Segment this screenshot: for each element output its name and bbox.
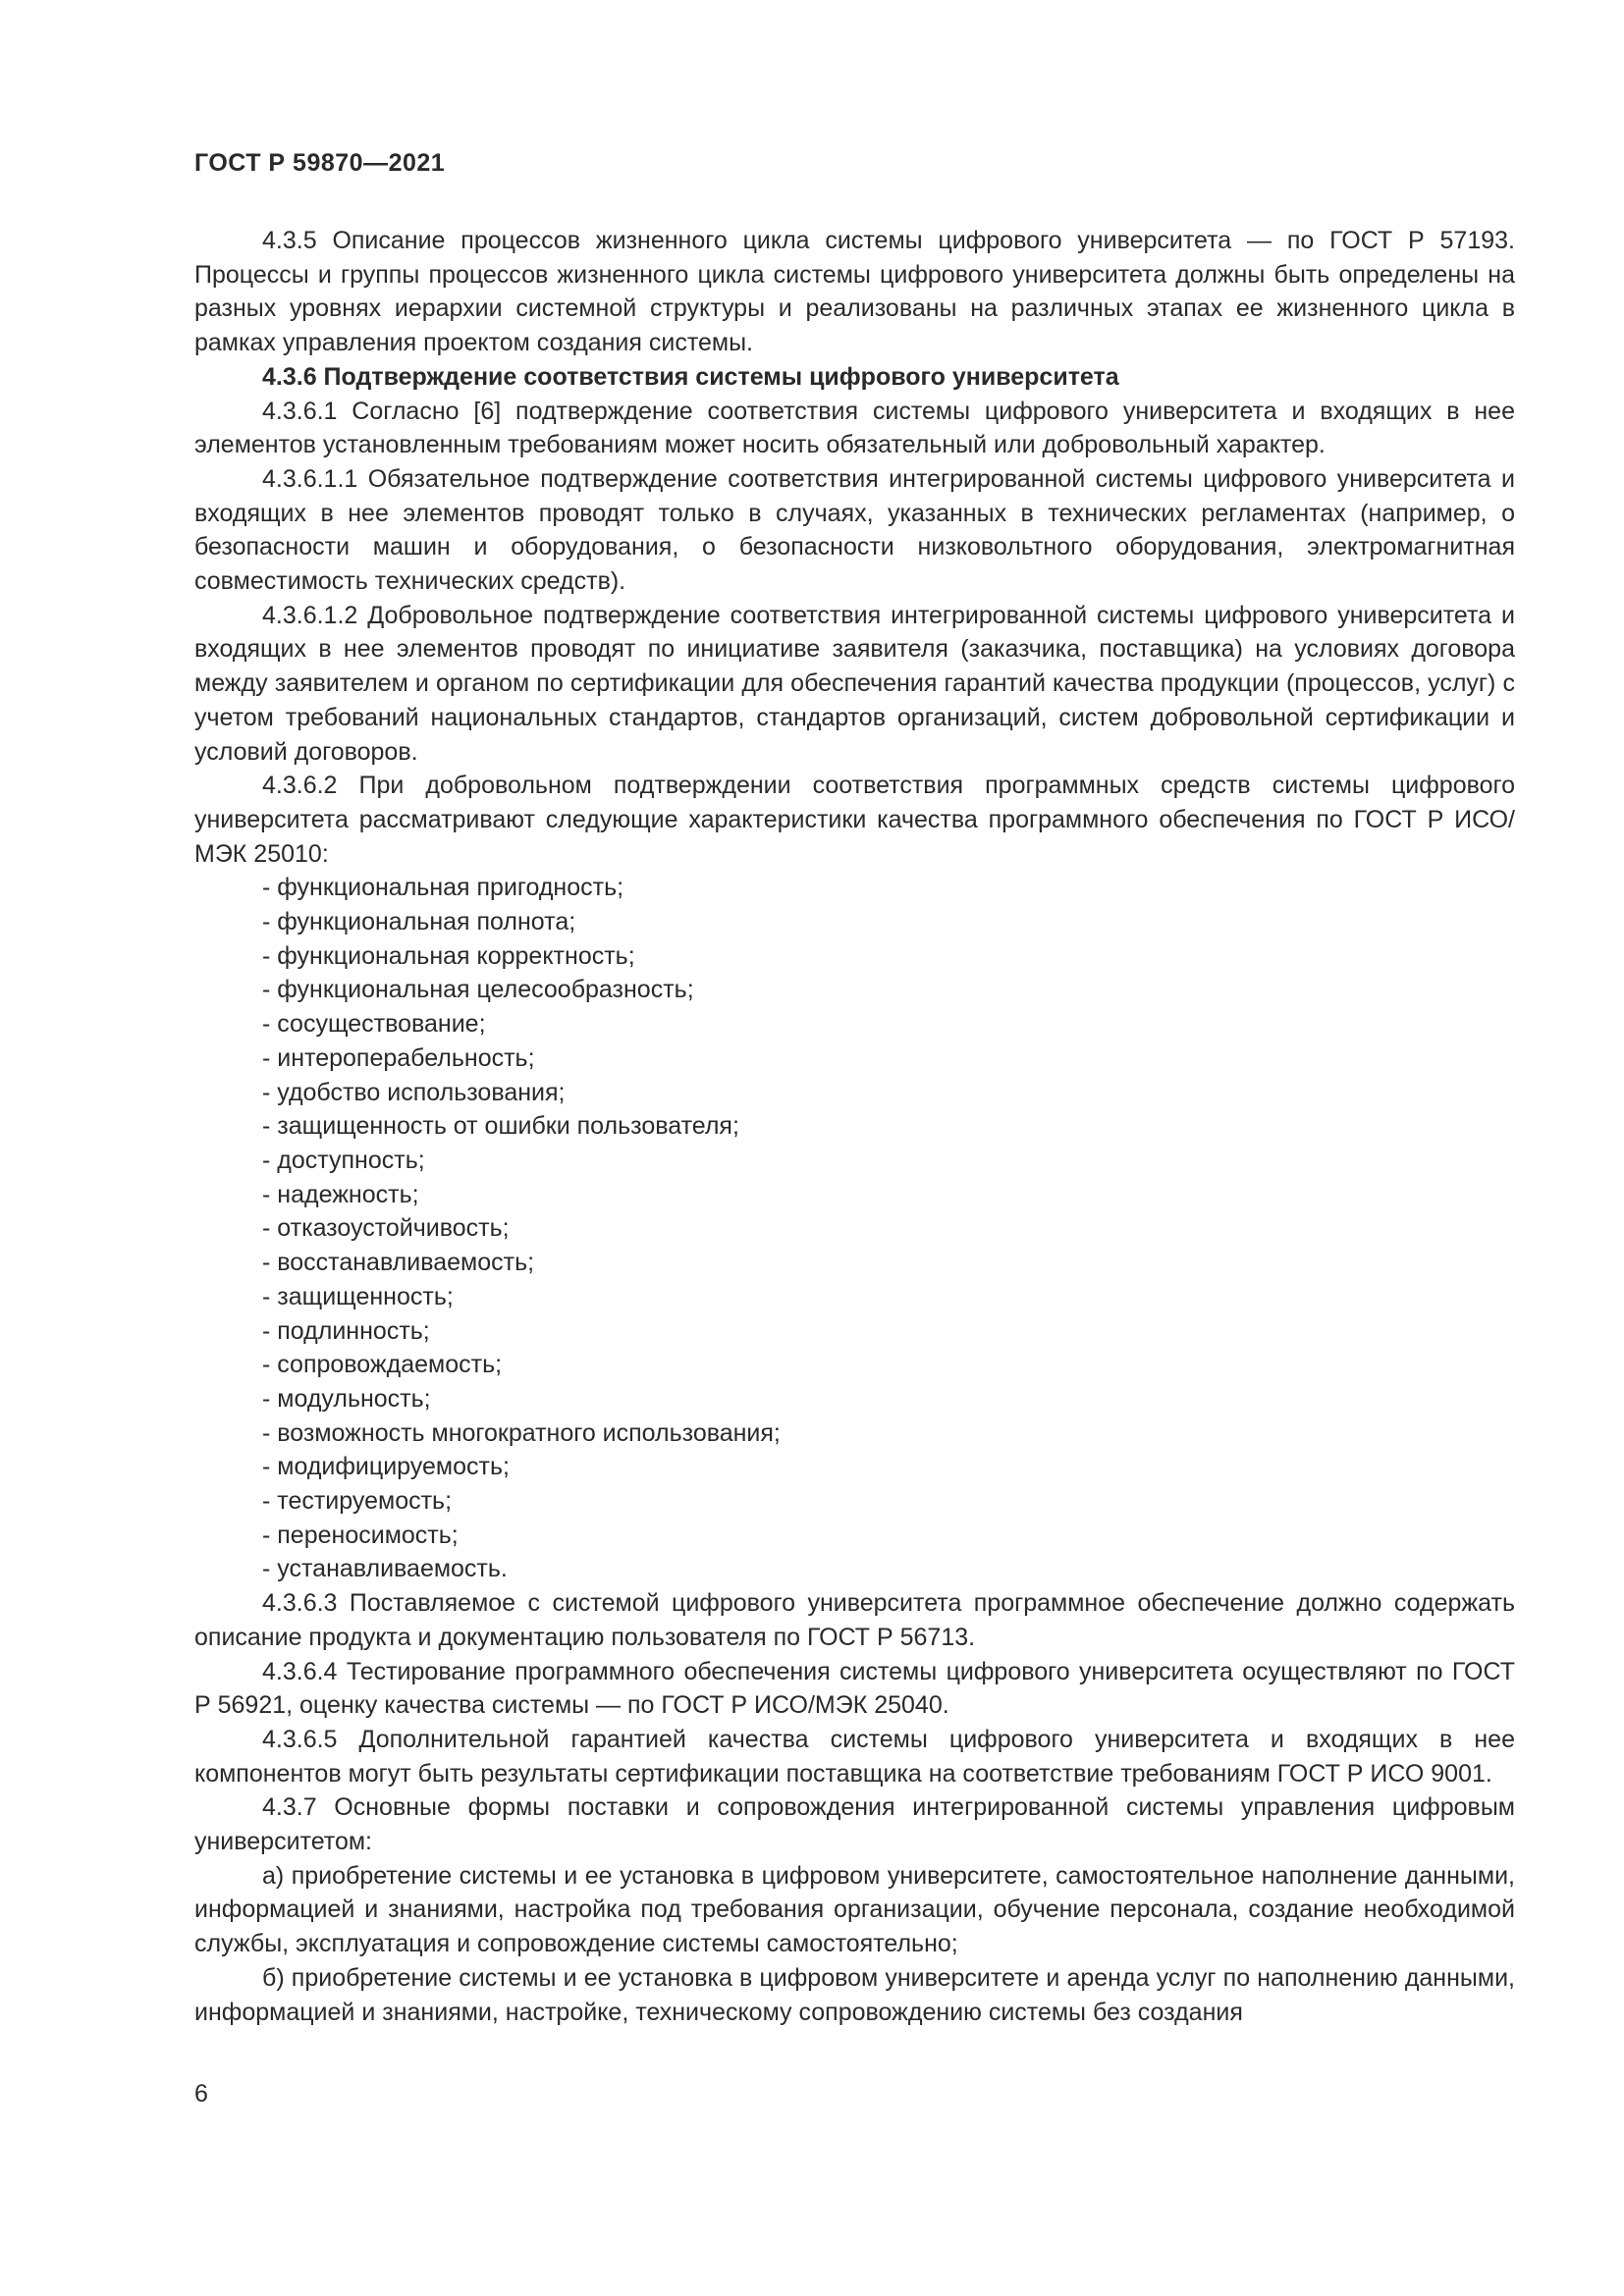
- list-item: - тестируемость;: [262, 1487, 453, 1516]
- list-item: - модифицируемость;: [262, 1453, 510, 1481]
- list-item: - функциональная корректность;: [262, 941, 635, 970]
- list-item: - удобство использования;: [262, 1078, 566, 1106]
- section-heading-4-3-6: 4.3.6 Подтверждение соответствия системы цифрового университета: [262, 362, 1119, 391]
- list-item: - переносимость;: [262, 1521, 459, 1549]
- list-item: - отказоустойчивость;: [262, 1214, 510, 1243]
- list-item: - функциональная целесообразность;: [262, 976, 694, 1004]
- paragraph-4-3-6-1-1: 4.3.6.1.1 Обязательное подтверждение соответствия интегрированной системы цифрового университета и входящих в нее элементов проводят только в случаях, указанных в технических регламентах (например, о безопасности машин и оборудования, о безопасности низковольтного оборудования, электромагнитная совместимость технических средств).: [194, 464, 1515, 596]
- quality-characteristics-list: [194, 871, 1515, 1586]
- list-item: - интероперабельность;: [262, 1043, 535, 1072]
- list-item: - надежность;: [262, 1180, 419, 1208]
- list-item: - защищенность от ошибки пользователя;: [262, 1112, 739, 1141]
- paragraph-4-3-6-5: 4.3.6.5 Дополнительной гарантией качества системы цифрового университета и входящих в нее компонентов могут быть результаты сертификации поставщика на соответствие требованиям ГОСТ Р ИСО 9001.: [194, 1725, 1515, 1788]
- list-item: - сопровождаемость;: [262, 1351, 503, 1379]
- paragraph-4-3-6-1: 4.3.6.1 Согласно [6] подтверждение соответствия системы цифрового университета и входящих в нее элементов установленным требованиям может носить обязательный или добровольный характер.: [194, 397, 1515, 459]
- list-item: - подлинность;: [262, 1316, 430, 1345]
- page-number: 6: [194, 2080, 208, 2108]
- paragraph-item-a: а) приобретение системы и ее установка в цифровом университете, самостоятельное наполнение данными, информацией и знаниями, настройка под требования организации, обучение персонала, создание необходимой службы, эксплуатация и сопровождение системы самостоятельно;: [194, 1861, 1515, 1958]
- document-body: [194, 224, 1515, 2029]
- paragraph-4-3-5: 4.3.5 Описание процессов жизненного цикла системы цифрового университета — по ГОСТ Р 57193. Процессы и группы процессов жизненного цикла системы цифрового университета должны быть определены на разных уровнях иерархии системной структуры и реализованы на различных этапах ее жизненного цикла в рамках управления проектом создания системы.: [194, 227, 1515, 357]
- list-item: - сосуществование;: [262, 1010, 486, 1039]
- paragraph-4-3-6-1-2: 4.3.6.1.2 Добровольное подтверждение соответствия интегрированной системы цифрового университета и входящих в нее элементов проводят по инициативе заявителя (заказчика, поставщика) на условиях договора между заявителем и органом по сертификации для обеспечения гарантий качества продукции (процессов, услуг) с учетом требований национальных стандартов, стандартов организаций, систем добровольной сертификации и условий договоров.: [194, 601, 1515, 766]
- list-item: - функциональная полнота;: [262, 908, 576, 936]
- list-item: - устанавливаемость.: [262, 1555, 508, 1583]
- list-item: - защищенность;: [262, 1282, 454, 1310]
- list-item: - функциональная пригодность;: [262, 874, 624, 902]
- list-item: - возможность многократного использования;: [262, 1418, 781, 1447]
- list-item: - доступность;: [262, 1146, 425, 1174]
- paragraph-item-b: б) приобретение системы и ее установка в цифровом университете и аренда услуг по наполнению данными, информацией и знаниями, настройке, техническому сопровождению системы без создания: [194, 1963, 1515, 2026]
- list-item: - модульность;: [262, 1384, 431, 1413]
- paragraph-4-3-6-3: 4.3.6.3 Поставляемое с системой цифрового университета программное обеспечение должно содержать описание продукта и документацию пользователя по ГОСТ Р 56713.: [194, 1589, 1515, 1651]
- paragraph-4-3-7: 4.3.7 Основные формы поставки и сопровождения интегрированной системы управления цифровым университетом:: [194, 1793, 1515, 1856]
- paragraph-4-3-6-2: 4.3.6.2 При добровольном подтверждении соответствия программных средств системы цифрового университета рассматривают следующие характеристики качества программного обеспечения по ГОСТ Р ИСО/МЭК 25010:: [194, 772, 1515, 868]
- document-header: ГОСТ Р 59870—2021: [194, 149, 446, 177]
- paragraph-4-3-6-4: 4.3.6.4 Тестирование программного обеспечения системы цифрового университета осуществляют по ГОСТ Р 56921, оценку качества системы — по ГОСТ Р ИСО/МЭК 25040.: [194, 1657, 1515, 1720]
- list-item: - восстанавливаемость;: [262, 1249, 535, 1277]
